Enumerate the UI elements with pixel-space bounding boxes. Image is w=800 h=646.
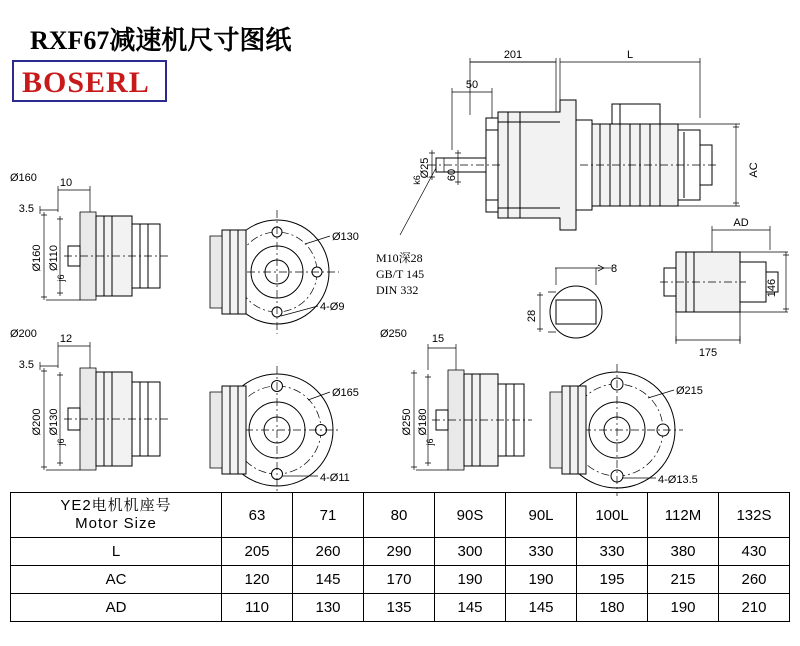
keyway-section-view — [537, 265, 612, 338]
table-cell: 145 — [293, 566, 364, 594]
table-cell: 170 — [364, 566, 435, 594]
table-col-header: 132S — [719, 493, 790, 538]
table-cell: 290 — [364, 538, 435, 566]
table-cell: 205 — [222, 538, 293, 566]
label-50: 50 — [465, 79, 479, 91]
table-cell: 215 — [648, 566, 719, 594]
table-cell: 260 — [293, 538, 364, 566]
table-cell: 330 — [506, 538, 577, 566]
page-title: RXF67减速机尺寸图纸 — [30, 26, 292, 55]
dimension-table — [10, 492, 790, 622]
label-v3-15: 15 — [431, 333, 445, 345]
label-v1-holes: 4-Ø9 — [320, 301, 345, 313]
label-v1-dia110-sub: j6 — [56, 274, 66, 282]
logo-text: BOSERL — [22, 66, 150, 99]
table-cell: 130 — [293, 594, 364, 622]
label-v2-flange: Ø200 — [10, 328, 37, 340]
table-cell: 120 — [222, 566, 293, 594]
label-v1-10: 10 — [59, 177, 73, 189]
table-cell: 190 — [648, 594, 719, 622]
label-146: 146 — [766, 278, 778, 298]
label-key-8: 8 — [610, 263, 618, 275]
motor-size-cn: YE2电机机座号 — [60, 497, 172, 514]
label-v1-dia160: Ø160 — [31, 244, 43, 272]
table-rowheader-L: L — [11, 538, 222, 566]
table-rowheader-AD: AD — [11, 594, 222, 622]
flange-variant-250 — [411, 344, 683, 496]
table-cell: 380 — [648, 538, 719, 566]
label-v1-flange: Ø160 — [10, 172, 37, 184]
motor-size-en: Motor Size — [75, 515, 157, 532]
label-v2-12: 12 — [59, 333, 73, 345]
label-shaft-dia: Ø25 — [419, 157, 431, 179]
flange-variant-160 — [40, 186, 339, 334]
table-cell: 300 — [435, 538, 506, 566]
table-cell: 190 — [506, 566, 577, 594]
table-col-header: 71 — [293, 493, 364, 538]
label-v3-flange: Ø250 — [380, 328, 407, 340]
label-v3-holes: 4-Ø13.5 — [658, 474, 698, 486]
table-cell: 145 — [435, 594, 506, 622]
label-v3-bolt-circle: Ø215 — [676, 385, 703, 397]
label-v1-bolt-circle: Ø130 — [332, 231, 359, 243]
table-row — [11, 594, 790, 622]
table-col-header: 80 — [364, 493, 435, 538]
label-v3-dia180: Ø180 — [417, 408, 429, 436]
table-rowheader-AC: AC — [11, 566, 222, 594]
table-cell: 190 — [435, 566, 506, 594]
label-thread-1: M10深28 — [376, 251, 423, 265]
label-shaft-60: 60 — [446, 168, 458, 182]
flange-variant-200 — [40, 342, 341, 494]
label-AD: AD — [733, 217, 749, 229]
table-col-header: 90S — [435, 493, 506, 538]
table-row — [11, 538, 790, 566]
table-cell: 330 — [577, 538, 648, 566]
table-cell: 110 — [222, 594, 293, 622]
table-cell: 430 — [719, 538, 790, 566]
label-v2-35: 3.5 — [18, 359, 34, 371]
label-v2-dia130-sub: j6 — [56, 438, 66, 446]
table-col-header: 100L — [577, 493, 648, 538]
label-AC: AC — [748, 162, 760, 178]
label-v2-dia200: Ø200 — [31, 408, 43, 436]
table-cell: 135 — [364, 594, 435, 622]
table-cell: 180 — [577, 594, 648, 622]
label-thread-3: DIN 332 — [376, 283, 419, 297]
label-v3-dia250: Ø250 — [401, 408, 413, 436]
table-cell: 260 — [719, 566, 790, 594]
label-v2-holes: 4-Ø11 — [320, 472, 350, 484]
label-v2-dia130: Ø130 — [48, 408, 60, 436]
table-cell: 210 — [719, 594, 790, 622]
label-shaft-dia-sub: k6 — [412, 175, 422, 185]
label-thread-2: GB/T 145 — [376, 267, 425, 281]
table-row — [11, 493, 790, 538]
label-v1-dia110: Ø110 — [48, 244, 60, 272]
table-rowheader-motor-size — [11, 493, 222, 538]
label-175: 175 — [698, 347, 718, 359]
table-col-header: 112M — [648, 493, 719, 538]
table-col-header: 63 — [222, 493, 293, 538]
table-cell: 195 — [577, 566, 648, 594]
main-assembly-view — [400, 58, 740, 235]
table-cell: 145 — [506, 594, 577, 622]
label-key-28: 28 — [526, 309, 538, 323]
label-v2-bolt-circle: Ø165 — [332, 387, 359, 399]
label-201: 201 — [503, 49, 523, 61]
table-col-header: 90L — [506, 493, 577, 538]
label-v3-dia180-sub: j6 — [425, 438, 435, 446]
label-v1-35: 3.5 — [18, 203, 34, 215]
label-L: L — [626, 49, 634, 61]
table-row — [11, 566, 790, 594]
